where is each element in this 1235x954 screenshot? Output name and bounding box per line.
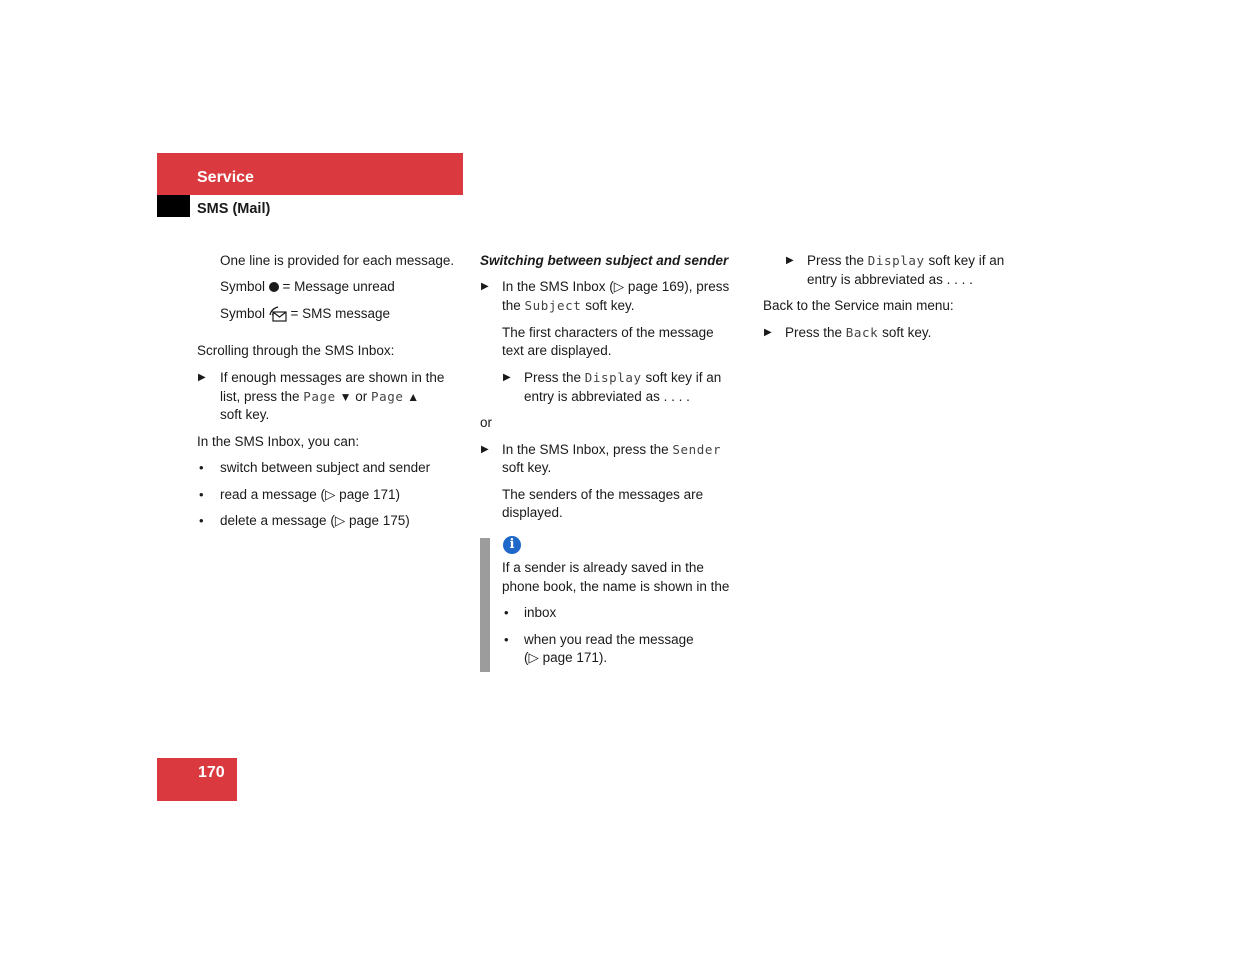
step-text: soft key. (220, 407, 270, 422)
step-text-line (807, 252, 1004, 271)
back-text: Back to the Service main menu: (763, 298, 954, 313)
filled-dot-icon (269, 282, 279, 292)
bullet-icon: • (199, 460, 204, 475)
section-title: Service (197, 169, 254, 186)
step-text: soft key if an (928, 253, 1005, 268)
play-triangle-icon: ▶ (764, 327, 772, 338)
step-text: If enough messages are shown in the (220, 370, 445, 385)
bullet-icon: • (199, 513, 204, 528)
step-text: Press the (785, 325, 843, 340)
step-text: Press the (807, 253, 865, 268)
step-text: soft key. (585, 298, 635, 313)
step-text: soft key. (882, 325, 932, 340)
list-item: (▷ page 171). (524, 650, 608, 665)
result-text: text are displayed. (502, 343, 612, 358)
step-text: the (502, 298, 521, 313)
list-item: switch between subject and sender (220, 460, 431, 475)
play-triangle-icon: ▶ (198, 372, 206, 383)
or-text: or (480, 415, 493, 430)
sms-envelope-icon (269, 306, 287, 322)
or-text: or (355, 389, 368, 404)
list-item: delete a message (▷ page 175) (220, 513, 410, 528)
one-line-text: One line is provided for each message. (220, 253, 455, 268)
step-text: entry is abbreviated as . . . . (524, 389, 690, 404)
step-text: In the SMS Inbox (▷ page 169), press (502, 279, 730, 294)
bullet-icon: • (199, 487, 204, 502)
step-text-line (785, 324, 931, 343)
symbol-label: Symbol (220, 306, 266, 321)
page-number-box (157, 758, 237, 801)
step-text: entry is abbreviated as . . . . (807, 272, 973, 287)
sms-text: = SMS message (290, 306, 390, 321)
sender-key: Sender (672, 442, 722, 457)
step-text: soft key if an (645, 370, 722, 385)
step-text-line (220, 388, 419, 407)
info-icon: i (503, 536, 521, 554)
play-triangle-icon: ▶ (786, 255, 794, 266)
symbol-label: Symbol (220, 279, 266, 294)
step-text: list, press the (220, 389, 300, 404)
subject-key: Subject (524, 298, 582, 313)
back-key: Back (845, 325, 879, 340)
note-text: If a sender is already saved in the (502, 560, 704, 575)
play-triangle-icon: ▶ (481, 281, 489, 292)
down-arrow-icon: ▼ (339, 390, 352, 404)
result-text: displayed. (502, 505, 563, 520)
list-item: when you read the message (524, 632, 694, 647)
step-text-line (502, 297, 634, 316)
you-can-text: In the SMS Inbox, you can: (197, 434, 360, 449)
list-item: read a message (▷ page 171) (220, 487, 400, 502)
step-text: In the SMS Inbox, press the (502, 442, 669, 457)
up-arrow-icon: ▲ (407, 390, 420, 404)
note-text: phone book, the name is shown in the (502, 579, 730, 594)
bullet-icon: • (504, 632, 509, 647)
note-bar (480, 538, 490, 672)
section-heading: Switching between subject and sender (480, 253, 729, 268)
result-text: The senders of the messages are (502, 487, 704, 502)
page-number: 170 (198, 764, 225, 781)
symbol-unread-line (220, 278, 395, 297)
page-key: Page (303, 389, 336, 404)
step-text-line (524, 369, 721, 388)
header-marker (157, 195, 190, 217)
play-triangle-icon: ▶ (503, 372, 511, 383)
step-text: Press the (524, 370, 582, 385)
step-text: soft key. (502, 460, 552, 475)
unread-text: = Message unread (282, 279, 395, 294)
symbol-sms-line (220, 305, 390, 324)
bullet-icon: • (504, 605, 509, 620)
step-text-line (502, 441, 721, 460)
display-key: Display (867, 253, 925, 268)
play-triangle-icon: ▶ (481, 444, 489, 455)
scrolling-text: Scrolling through the SMS Inbox: (197, 343, 395, 358)
subsection-title: SMS (Mail) (197, 201, 271, 217)
page-key: Page (371, 389, 404, 404)
result-text: The first characters of the message (502, 325, 714, 340)
list-item: inbox (524, 605, 557, 620)
display-key: Display (584, 370, 642, 385)
